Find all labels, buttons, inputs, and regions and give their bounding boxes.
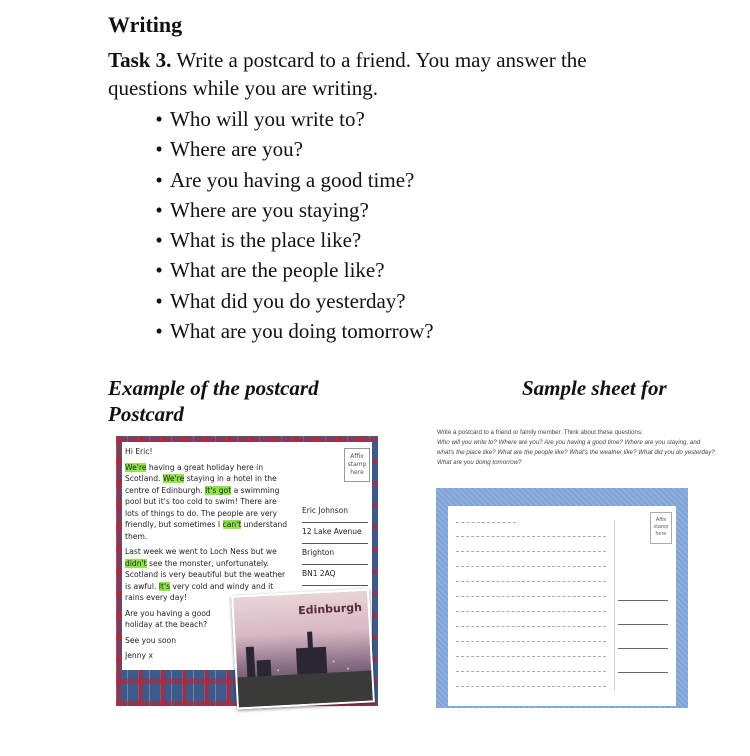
message-text: understand them.: [125, 520, 288, 541]
address-line: Brighton: [302, 544, 368, 565]
question-item: • Where are you?: [150, 134, 434, 164]
highlighted-phrase: We're: [125, 462, 147, 472]
city-light: [333, 660, 335, 662]
writing-line: [456, 536, 606, 537]
sample-questions: Who will you write to? Where are you? Are you having a good time? Where are you staying, and what's the place like? What are the people like? What's the weather like? What did you do yesterday? What are you doing tomorrow?: [437, 439, 715, 466]
postcard-paragraph-3: Are you having a good holiday at the beach?: [125, 608, 211, 629]
photo-label: Edinburgh: [297, 600, 363, 618]
section-heading: Writing: [108, 12, 183, 37]
question-item: • What are you doing tomorrow?: [150, 316, 434, 346]
building-silhouette: [307, 631, 313, 653]
question-item: • Are you having a good time?: [150, 165, 434, 195]
question-item: • What are the people like?: [150, 255, 434, 285]
message-text: see the monster, unfortunately. Scotland is very beautiful but the weather is awful.: [125, 558, 286, 591]
writing-line: [456, 566, 606, 567]
sample-caption: Sample sheet for: [522, 376, 667, 400]
writing-line: [456, 596, 606, 597]
address-line: [618, 672, 668, 673]
message-text: staying in a hotel in the centre of Edinburgh.: [125, 474, 277, 495]
city-light: [347, 668, 349, 670]
writing-line: [456, 626, 606, 627]
sample-intro-line: Write a postcard to a friend or family member. Think about these questions:: [437, 429, 643, 436]
address-line: [618, 648, 668, 649]
task-instruction: [108, 46, 668, 102]
example-caption: [108, 375, 319, 427]
edinburgh-photo: [231, 588, 375, 709]
writing-line: [456, 611, 606, 612]
postcard-paragraph-1: [125, 462, 291, 543]
highlighted-phrase: didn't: [125, 558, 147, 568]
writing-line: [456, 581, 606, 582]
writing-line: [456, 671, 606, 672]
message-text: a swimming pool but it's too cold to swim! There are lots of things to do. The people are very friendly, but sometimes I: [125, 485, 280, 529]
sample-intro: [437, 428, 717, 468]
highlighted-phrase: It's got: [205, 485, 232, 495]
writing-line: [456, 641, 606, 642]
writing-line: [456, 551, 606, 552]
message-text: very cold and windy and it rains every day!: [125, 581, 274, 602]
message-text: Last week we went to Loch Ness but we: [125, 547, 277, 556]
postcard-address: [302, 502, 368, 586]
divider: [614, 520, 615, 690]
city-light: [277, 669, 279, 671]
question-item: • What did you do yesterday?: [150, 286, 434, 316]
postcard-greeting: Hi Eric!: [125, 447, 153, 456]
highlighted-phrase: It's: [158, 581, 171, 591]
trees-silhouette: [237, 670, 372, 707]
question-item: • Where are you staying?: [150, 195, 434, 225]
stamp-box: Affix stamp here: [344, 448, 370, 482]
writing-line: [456, 522, 516, 523]
writing-line: [456, 656, 606, 657]
question-item: • What is the place like?: [150, 225, 434, 255]
postcard-signoff: See you soon: [125, 635, 177, 645]
address-line: BN1 2AQ: [302, 565, 368, 586]
sample-sheet-image: [436, 488, 688, 708]
highlighted-phrase: can't: [222, 520, 242, 529]
stamp-box: Affix stamp here: [650, 512, 672, 544]
message-text: having a great holiday here in Scotland.: [125, 462, 264, 483]
question-item: • Who will you write to?: [150, 104, 434, 134]
example-postcard-image: [116, 436, 378, 706]
task-label: Task 3.: [108, 48, 172, 72]
postcard-signature: Jenny x: [125, 651, 153, 660]
address-line: 12 Lake Avenue: [302, 523, 368, 544]
highlighted-phrase: We're: [162, 474, 185, 483]
question-list: [150, 104, 434, 346]
address-line: Eric Johnson: [302, 502, 368, 523]
address-line: [618, 624, 668, 625]
sample-card: [448, 506, 676, 706]
task-text: Write a postcard to a friend. You may answer the questions while you are writing.: [108, 48, 587, 100]
example-caption-line2: Postcard: [108, 402, 184, 426]
example-caption-line1: Example of the postcard: [108, 376, 319, 400]
address-line: [618, 600, 668, 601]
writing-line: [456, 686, 606, 687]
